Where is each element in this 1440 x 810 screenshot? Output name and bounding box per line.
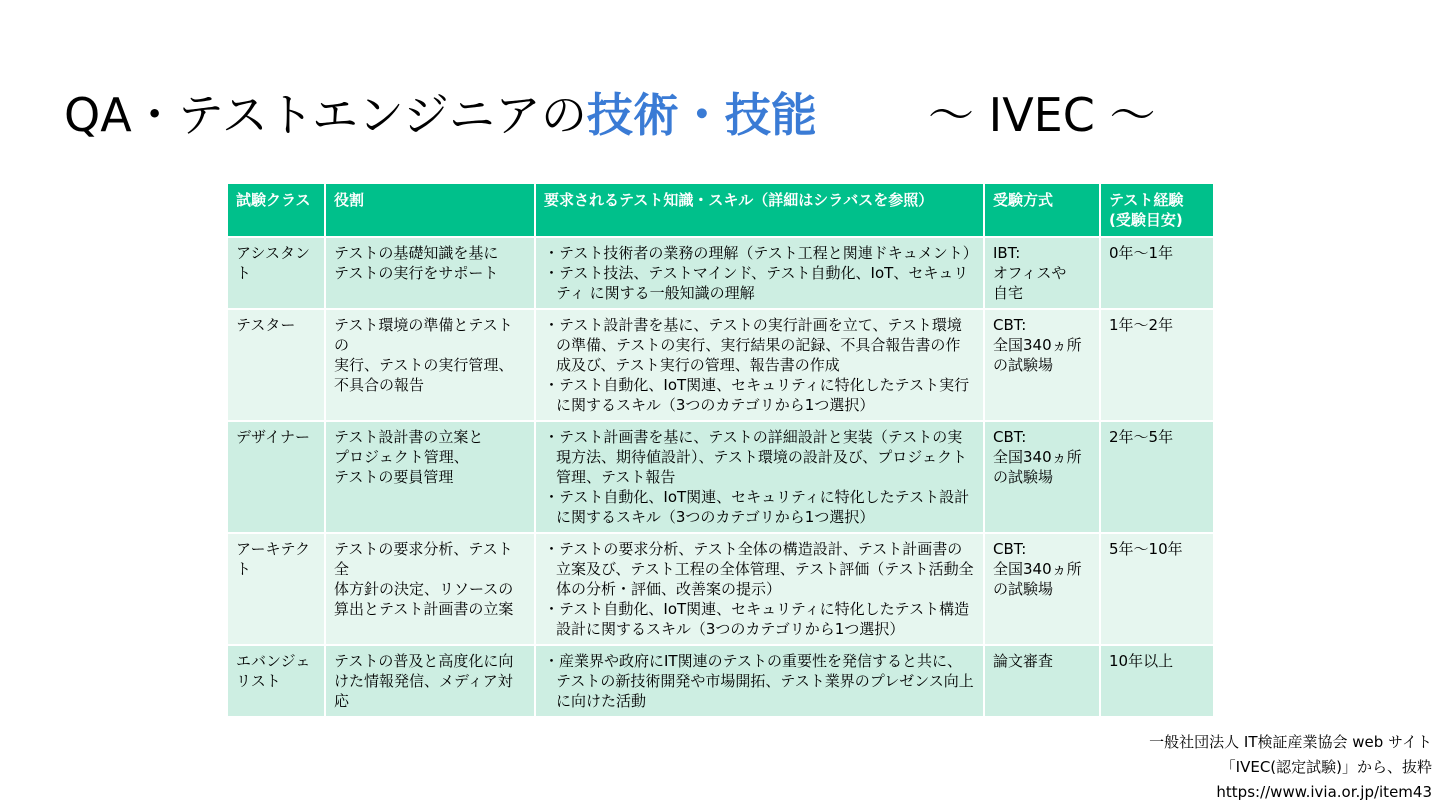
ivec-table — [226, 182, 1215, 718]
cell-method: CBT: 全国340ヵ所 の試験場 — [984, 309, 1100, 421]
cell-role: テスト設計書の立案と プロジェクト管理、 テストの要員管理 — [325, 421, 535, 533]
header-class: 試験クラス — [227, 183, 325, 237]
cell-experience: 0年～1年 — [1100, 237, 1214, 309]
source-page: 「IVEC(認定試験)」から、抜粋 — [1220, 758, 1432, 776]
cell-experience: 5年～10年 — [1100, 533, 1214, 645]
cell-class: エバンジェリスト — [227, 645, 325, 717]
cell-experience: 2年～5年 — [1100, 421, 1214, 533]
table-row — [227, 309, 1214, 421]
header-method: 受験方式 — [984, 183, 1100, 237]
cell-class: テスター — [227, 309, 325, 421]
cell-class: デザイナー — [227, 421, 325, 533]
cell-role: テストの基礎知識を基に テストの実行をサポート — [325, 237, 535, 309]
source-credit — [1149, 730, 1432, 805]
cell-method: CBT: 全国340ヵ所 の試験場 — [984, 533, 1100, 645]
cell-role: テストの要求分析、テスト全 体方針の決定、リソースの 算出とテスト計画書の立案 — [325, 533, 535, 645]
cell-experience: 1年～2年 — [1100, 309, 1214, 421]
title-prefix: QA・テストエンジニアの — [64, 88, 587, 142]
cell-class: アーキテクト — [227, 533, 325, 645]
table-row — [227, 533, 1214, 645]
source-url[interactable]: https://www.ivia.or.jp/item43 — [1216, 783, 1432, 801]
header-skills: 要求されるテスト知識・スキル（詳細はシラバスを参照） — [535, 183, 984, 237]
slide-title — [64, 82, 817, 148]
title-highlight: 技術・技能 — [586, 88, 817, 142]
cell-skills: ・産業界や政府にIT関連のテストの重要性を発信すると共に、テストの新技術開発や市場開拓、テスト業界のプレゼンス向上に向けた活動 — [535, 645, 984, 717]
cell-skills: ・テスト設計書を基に、テストの実行計画を立て、テスト環境の準備、テストの実行、実行結果の記録、不具合報告書の作成及び、テスト実行の管理、報告書の作成 ・テスト自動化、IoT関連、セキュリティに特化したテスト実行に関するスキル（3つのカテゴリから1つ選択） — [535, 309, 984, 421]
cell-skills: ・テストの要求分析、テスト全体の構造設計、テスト計画書の立案及び、テスト工程の全体管理、テスト評価（テスト活動全体の分析・評価、改善案の提示） ・テスト自動化、IoT関連、セキュリティに特化したテスト構造設計に関するスキル（3つのカテゴリから1つ選択） — [535, 533, 984, 645]
cell-method: CBT: 全国340ヵ所 の試験場 — [984, 421, 1100, 533]
cell-class: アシスタント — [227, 237, 325, 309]
cell-method: IBT: オフィスや 自宅 — [984, 237, 1100, 309]
cell-skills: ・テスト技術者の業務の理解（テスト工程と関連ドキュメント） ・テスト技法、テストマインド、テスト自動化、IoT、セキュリティ に関する一般知識の理解 — [535, 237, 984, 309]
table-header-row — [227, 183, 1214, 237]
table-row — [227, 645, 1214, 717]
cell-role: テスト環境の準備とテストの 実行、テストの実行管理、 不具合の報告 — [325, 309, 535, 421]
cell-skills: ・テスト計画書を基に、テストの詳細設計と実装（テストの実現方法、期待値設計）、テスト環境の設計及び、プロジェクト管理、テスト報告 ・テスト自動化、IoT関連、セキュリティに特化したテスト設計に関するスキル（3つのカテゴリから1つ選択） — [535, 421, 984, 533]
header-experience: テスト経験(受験目安) — [1100, 183, 1214, 237]
header-role: 役割 — [325, 183, 535, 237]
title-ivec: ～ IVEC ～ — [928, 88, 1156, 142]
table-row — [227, 421, 1214, 533]
cell-role: テストの普及と高度化に向 けた情報発信、メディア対応 — [325, 645, 535, 717]
source-org: 一般社団法人 IT検証産業協会 web サイト — [1149, 733, 1432, 751]
table-row — [227, 237, 1214, 309]
cell-experience: 10年以上 — [1100, 645, 1214, 717]
cell-method: 論文審査 — [984, 645, 1100, 717]
